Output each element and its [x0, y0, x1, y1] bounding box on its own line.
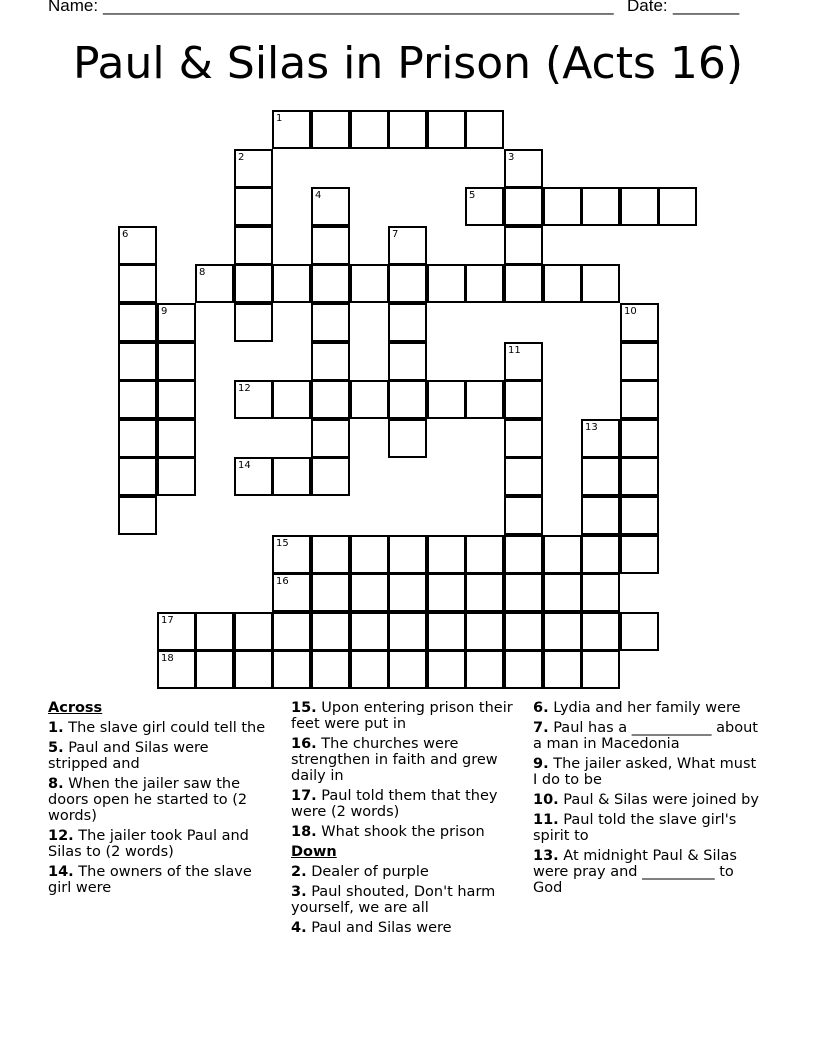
- cell-number: 12: [238, 383, 251, 394]
- clues-column-1: [48, 700, 270, 900]
- grid-cell[interactable]: [388, 264, 427, 303]
- grid-cell[interactable]: [543, 264, 582, 303]
- cell-number: 16: [276, 576, 289, 587]
- date-label: Date:: [627, 0, 668, 15]
- clue-down-10: 10. Paul & Silas were joined by: [533, 792, 759, 808]
- grid-cell[interactable]: [311, 612, 350, 651]
- grid-cell[interactable]: [311, 457, 350, 496]
- grid-cell[interactable]: [118, 380, 157, 419]
- grid-cell[interactable]: [543, 535, 582, 574]
- clue-across-8: 8. When the jailer saw the doors open he started to (2 words): [48, 776, 248, 824]
- across-heading: Across: [48, 700, 103, 716]
- grid-cell[interactable]: [388, 535, 427, 574]
- clue-down-13: 13. At midnight Paul & Silas were pray and __________ to God: [533, 848, 737, 896]
- grid-cell[interactable]: [157, 612, 196, 651]
- grid-cell[interactable]: [157, 303, 196, 342]
- clues-column-3: [533, 700, 761, 900]
- cell-number: 14: [238, 460, 251, 471]
- grid-cell[interactable]: [234, 612, 273, 651]
- grid-cell[interactable]: [581, 187, 620, 226]
- grid-cell[interactable]: [504, 149, 543, 188]
- grid-cell[interactable]: [311, 535, 350, 574]
- grid-cell[interactable]: [350, 650, 389, 689]
- grid-cell[interactable]: [465, 573, 504, 612]
- clue-across-1: 1. The slave girl could tell the: [48, 720, 266, 736]
- clue-across-12: 12. The jailer took Paul and Silas to (2 words): [48, 828, 249, 860]
- grid-cell[interactable]: [311, 650, 350, 689]
- grid-cell[interactable]: [620, 419, 659, 458]
- grid-cell[interactable]: [234, 650, 273, 689]
- grid-cell[interactable]: [465, 535, 504, 574]
- grid-cell[interactable]: [620, 457, 659, 496]
- name-field[interactable]: ______________________________________________________: [103, 0, 614, 15]
- grid-cell[interactable]: [620, 535, 659, 574]
- grid-cell[interactable]: [157, 650, 196, 689]
- clue-across-5: 5. Paul and Silas were stripped and: [48, 740, 209, 772]
- grid-cell[interactable]: [388, 342, 427, 381]
- grid-cell[interactable]: [350, 573, 389, 612]
- grid-cell[interactable]: [388, 612, 427, 651]
- cell-number: 10: [624, 306, 637, 317]
- grid-cell[interactable]: [118, 226, 157, 265]
- grid-cell[interactable]: [581, 496, 620, 535]
- grid-cell[interactable]: [195, 650, 234, 689]
- grid-cell[interactable]: [504, 573, 543, 612]
- date-field[interactable]: _______: [673, 0, 740, 15]
- grid-cell[interactable]: [157, 419, 196, 458]
- grid-cell[interactable]: [234, 187, 273, 226]
- grid-cell[interactable]: [350, 612, 389, 651]
- grid-cell[interactable]: [504, 650, 543, 689]
- cell-number: 9: [161, 306, 168, 317]
- grid-cell[interactable]: [465, 612, 504, 651]
- grid-cell[interactable]: [350, 110, 389, 149]
- name-label: Name:: [48, 0, 99, 15]
- grid-cell[interactable]: [388, 419, 427, 458]
- clue-down-7: 7. Paul has a ___________ about a man in Macedonia: [533, 720, 758, 752]
- grid-cell[interactable]: [543, 187, 582, 226]
- grid-cell[interactable]: [543, 573, 582, 612]
- grid-cell[interactable]: [157, 380, 196, 419]
- grid-cell[interactable]: [620, 303, 659, 342]
- grid-cell[interactable]: [504, 380, 543, 419]
- grid-cell[interactable]: [388, 226, 427, 265]
- grid-cell[interactable]: [504, 264, 543, 303]
- grid-cell[interactable]: [195, 612, 234, 651]
- grid-cell[interactable]: [543, 650, 582, 689]
- grid-cell[interactable]: [465, 187, 504, 226]
- grid-cell[interactable]: [427, 264, 466, 303]
- grid-cell[interactable]: [118, 419, 157, 458]
- grid-cell[interactable]: [581, 612, 620, 651]
- grid-cell[interactable]: [581, 264, 620, 303]
- grid-cell[interactable]: [427, 535, 466, 574]
- grid-cell[interactable]: [581, 573, 620, 612]
- cell-number: 17: [161, 615, 174, 626]
- grid-cell[interactable]: [234, 264, 273, 303]
- cell-number: 8: [199, 267, 206, 278]
- grid-cell[interactable]: [350, 535, 389, 574]
- grid-cell[interactable]: [581, 535, 620, 574]
- page-title: Paul & Silas in Prison (Acts 16): [72, 38, 744, 89]
- grid-cell[interactable]: [581, 419, 620, 458]
- grid-cell[interactable]: [272, 110, 311, 149]
- grid-cell[interactable]: [658, 187, 697, 226]
- cell-number: 5: [469, 190, 476, 201]
- grid-cell[interactable]: [272, 612, 311, 651]
- grid-cell[interactable]: [195, 264, 234, 303]
- grid-cell[interactable]: [311, 303, 350, 342]
- grid-cell[interactable]: [504, 535, 543, 574]
- grid-cell[interactable]: [157, 457, 196, 496]
- grid-cell[interactable]: [581, 650, 620, 689]
- grid-cell[interactable]: [272, 264, 311, 303]
- grid-cell[interactable]: [504, 419, 543, 458]
- grid-cell[interactable]: [388, 303, 427, 342]
- cell-number: 4: [315, 190, 322, 201]
- grid-cell[interactable]: [234, 380, 273, 419]
- clue-down-11: 11. Paul told the slave girl's spirit to: [533, 812, 737, 844]
- grid-cell[interactable]: [350, 380, 389, 419]
- clue-across-18: 18. What shook the prison: [291, 824, 485, 840]
- clue-down-2: 2. Dealer of purple: [291, 864, 429, 880]
- grid-cell[interactable]: [311, 380, 350, 419]
- grid-cell[interactable]: [311, 342, 350, 381]
- grid-cell[interactable]: [427, 110, 466, 149]
- grid-cell[interactable]: [388, 573, 427, 612]
- grid-cell[interactable]: [272, 457, 311, 496]
- grid-cell[interactable]: [311, 573, 350, 612]
- grid-cell[interactable]: [427, 650, 466, 689]
- clue-across-14: 14. The owners of the slave girl were: [48, 864, 252, 896]
- clue-down-6: 6. Lydia and her family were: [533, 700, 741, 716]
- grid-cell[interactable]: [311, 226, 350, 265]
- grid-cell[interactable]: [388, 650, 427, 689]
- grid-cell[interactable]: [620, 187, 659, 226]
- grid-cell[interactable]: [234, 457, 273, 496]
- cell-number: 18: [161, 653, 174, 664]
- clue-down-9: 9. The jailer asked, What must I do to be: [533, 756, 757, 788]
- grid-cell[interactable]: [465, 264, 504, 303]
- down-heading: Down: [291, 844, 337, 860]
- grid-cell[interactable]: [118, 457, 157, 496]
- grid-cell[interactable]: [620, 380, 659, 419]
- grid-cell[interactable]: [620, 496, 659, 535]
- cell-number: 1: [276, 113, 283, 124]
- grid-cell[interactable]: [465, 110, 504, 149]
- grid-cell[interactable]: [388, 110, 427, 149]
- grid-cell[interactable]: [157, 342, 196, 381]
- grid-cell[interactable]: [427, 573, 466, 612]
- clue-across-15: 15. Upon entering prison their feet were put in: [291, 700, 513, 732]
- grid-cell[interactable]: [388, 380, 427, 419]
- grid-cell[interactable]: [234, 303, 273, 342]
- grid-cell[interactable]: [504, 226, 543, 265]
- grid-cell[interactable]: [234, 226, 273, 265]
- grid-cell[interactable]: [620, 342, 659, 381]
- clue-down-4: 4. Paul and Silas were: [291, 920, 452, 936]
- grid-cell[interactable]: [118, 342, 157, 381]
- grid-cell[interactable]: [504, 457, 543, 496]
- grid-cell[interactable]: [311, 419, 350, 458]
- cell-number: 7: [392, 229, 399, 240]
- grid-cell[interactable]: [118, 496, 157, 535]
- grid-cell[interactable]: [272, 380, 311, 419]
- clue-down-3: 3. Paul shouted, Don't harm yourself, we are all: [291, 884, 496, 916]
- grid-cell[interactable]: [311, 187, 350, 226]
- grid-cell[interactable]: [118, 303, 157, 342]
- cell-number: 2: [238, 152, 245, 163]
- grid-cell[interactable]: [272, 535, 311, 574]
- grid-cell[interactable]: [504, 187, 543, 226]
- grid-cell[interactable]: [427, 612, 466, 651]
- grid-cell[interactable]: [234, 149, 273, 188]
- clue-across-16: 16. The churches were strengthen in faith and grew daily in: [291, 736, 498, 784]
- grid-cell[interactable]: [465, 380, 504, 419]
- clues-column-2: [291, 700, 513, 940]
- clue-across-17: 17. Paul told them that they were (2 words): [291, 788, 498, 820]
- cell-number: 13: [585, 422, 598, 433]
- cell-number: 11: [508, 345, 521, 356]
- grid-cell[interactable]: [311, 264, 350, 303]
- grid-cell[interactable]: [504, 342, 543, 381]
- grid-cell[interactable]: [504, 612, 543, 651]
- grid-cell[interactable]: [118, 264, 157, 303]
- header-line: [48, 0, 768, 18]
- cell-number: 15: [276, 538, 289, 549]
- grid-cell[interactable]: [272, 573, 311, 612]
- grid-cell[interactable]: [465, 650, 504, 689]
- grid-cell[interactable]: [350, 264, 389, 303]
- cell-number: 6: [122, 229, 129, 240]
- grid-cell[interactable]: [427, 380, 466, 419]
- cell-number: 3: [508, 152, 515, 163]
- grid-cell[interactable]: [620, 612, 659, 651]
- grid-cell[interactable]: [272, 650, 311, 689]
- grid-cell[interactable]: [581, 457, 620, 496]
- grid-cell[interactable]: [543, 612, 582, 651]
- grid-cell[interactable]: [504, 496, 543, 535]
- grid-cell[interactable]: [311, 110, 350, 149]
